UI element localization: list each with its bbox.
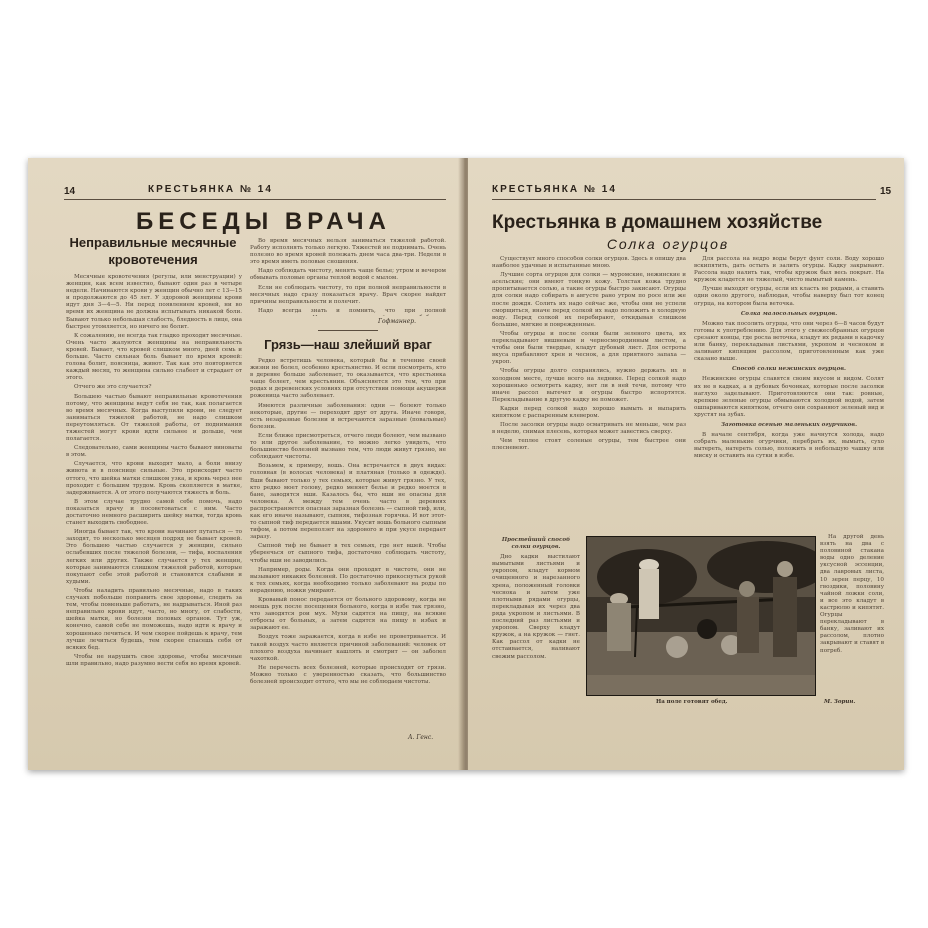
photo-illustration <box>587 537 815 695</box>
running-head-left: КРЕСТЬЯНКА № 14 <box>148 184 273 195</box>
paragraph: Надо соблюдать чистоту, менять чаще белье; утром и вечером обмывать половые органы теплой водой с мылом. <box>250 268 446 282</box>
section-subtitle: Солка огурцов <box>606 236 730 252</box>
paragraph: Месячные кровотечения (регулы, или менструации) у женщин, как всем известно, бывают один раз в четыре недели. Начинаются крови у женщин обычно лет с 13—15 и продолжаются до 45 лет. У здоровой женщины крови идут дня 3—4—5. Ни перед появлением кровей, ни во время их женщина не должна испытывать никакой боли. Бывают только небольшая слабость, бледность в лице, она быстрее утомляется, но ничего не болит. <box>66 274 242 330</box>
article1-subtitle: Неправильные месячные кровотечения <box>69 235 237 267</box>
article1-column-1 <box>66 274 242 744</box>
paragraph: Чем теплее стоят соленые огурцы, тем быстрее они плесневеют. <box>492 438 686 452</box>
paragraph: Воздух тоже заражается, когда в избе не проветривается. И такой воздух часто является причиной заболеваний: человек от плохого воздуха начинает кашлять и смотрит — он заболел чахоткой. <box>250 634 446 662</box>
box-heading: Способ солки нежинских огурцов. <box>731 366 846 373</box>
article2-subtitle: Грязь—наш злейший враг <box>264 337 432 352</box>
paragraph: В этом случае трудно самой себе помочь, надо показаться врачу и посоветоваться с ним. Часто достаточно немного расширить шейку матки, тогда кровь станет выходить свободнее. <box>66 498 242 527</box>
header-rule-left <box>64 199 446 200</box>
paragraph: Отчего же это случается? <box>74 384 152 391</box>
header-rule-right <box>492 199 876 200</box>
right-column-1 <box>492 256 686 530</box>
paragraph: После засолки огурцы надо осматривать не меньше, чем раз в неделю, снимая плесень, которая может завестись сверху. <box>492 422 686 436</box>
right-column-2 <box>694 256 884 530</box>
paragraph: В начале сентября, когда уже начнутся холода, надо собрать маленькие огурчики, перебрать их, вымыть, сухо вытереть, натереть солью, положить в небольшую чашку или миску и оставить на сутки в избе. <box>694 432 884 460</box>
left-page <box>28 158 464 770</box>
paragraph: Чтобы наладить правильно месячные, надо в таких случаях побольше поправить свое здоровье, следить за тем, чтобы поменьше работать, не надрываться. Иной раз неправильно крови идут, часто, но многу, от слабости, шейка матки, но болезни половых органов. Тут уж, конечно, самой себе не поможешь, надо идти к врачу и хорошенько лечиться. И чем скорее пойдешь к врачу, тем лучше лечиться будешь, тем скорее спасешь себя от всяких бед. <box>66 587 242 651</box>
paragraph: Дно кадки выстилают вымытыми листьями и укропом, кладут кормом очищенного и нарезанного хрена, положенный головки чеснока и затем уже плотными рядами огурцы, перекладывая их через два ряда укропом и листьями. В последний раз листьями и укропом. Сверху кладут кружок, а на кружок — гнет. Как рассол от кадки не отстаивается, наливают свежим рассолом. <box>492 554 580 660</box>
paragraph: Существует много способов солки огурцов. Здесь я опишу два наиболее удачные и испытанные мною. <box>492 256 686 270</box>
photo-credit: М. Зорин. <box>824 699 856 705</box>
page-number-left: 14 <box>64 186 76 197</box>
paragraph: Чтобы огурцы долго сохранялись, нужно держать их в холодном месте, лучше всего на леднике. Перед солкой надо хорошенько осмотреть кадку, нет ли в ней течи, потому что иначе рассол вытечет и огурцы быстро испортятся. Перекладывание в другую кадку не поможет. <box>492 368 686 403</box>
paragraph: Во время месячных нельзя заниматься тяжелой работой. Работу исполнять только легкую. Тяжестей не поднимать. Очень полезно во время кровей полежать днем часа два-три. Недели в это время иметь половые сношения. <box>250 238 446 266</box>
paragraph: Следовательно, сами женщины часто бывают виноваты в этом. <box>66 445 242 459</box>
paragraph: Чтобы не нарушить свое здоровье, чтобы месячные шли правильно, надо разумно вести себя во время кровей. <box>66 653 242 667</box>
paragraph: Если ближе присмотреться, отчего люди болеют, чем вызвано то или другое заболевание, то можно легко увидеть, что большинство болезней вызвано тем, что люди живут грязно, не соблюдают чистоты. <box>250 432 446 461</box>
paragraph: Большею частью бывают неправильные кровотечения потому, что женщины ведут себя не так, как полагается во время месячных. Когда выступили крови, не следует заниматься тяжелой работой, не надо слишком переутомляться. От тяжелой работы, от поднимания тяжестей могут крови идти сильнее и дольше, чем полагается. <box>66 393 242 443</box>
paragraph: Возьмем, к примеру, вошь. Она встречается в двух видах: головная (в волосах человека) и платяная (только в одежде). Вши бывают только у тех семьях, которые живут грязно. У тех, кто редко моет голову, редко меняет белье и редко моется в бане, заводятся вши. Казалось бы, что вши не опасны для человека. А между тем очень часто в деревнях распространяется опасная заразная болезнь — сыпной тиф, или, как его иначе называют, сыпняк, тифозная горячка. И вот этот-то сыпной тиф передается вшами. Укусит вошь больного сыпным тифом, а потом переползет на здорового и при укусе передает заразу. <box>250 463 446 541</box>
paragraph: Лучше выходят огурцы, если их класть не рядами, а ставить одни около другого, наблюдая, чтобы наверху был тот конец огурца, на котором была веточка. <box>694 286 884 307</box>
paragraph: Случается, что крови выходят мало, а боли внизу живота и в пояснице сильные. Это происходит часто оттого, что шейка матки слишком узка, и кровь через нее проходит с большим трудом. Кровь скопляется в матке, задерживается. А от этого получаются тяжесть и боль. <box>66 461 242 496</box>
paragraph: Например, роды. Когда они проходят в чистоте, они не вызывают никаких болезней. По достаточно прикоснуться рукой к тех семьях, когда необходимо только заболевают на роды по нерадению, ножки умирают. <box>250 566 446 594</box>
paragraph: Иногда бывает так, что крови начинают путаться — то заходят, то несколько месяцев подряд не бывает кровей. Это большею частью случается у женщин, сильно ослабевших после тяжелой болезни, — тифа, воспаления легких или других. Также случается у тех женщин, которые занимаются слишком тяжелой работой, которые покупают себе этой работой и становятся слабыми и худыми. <box>66 529 242 585</box>
right-column-2-tail <box>820 534 884 704</box>
paragraph: Для рассола на ведро воды берут фунт соли. Воду хорошо вскипятить, дать остыть и залить огурцы. Кадку закрывают. Рассола надо налить так, чтобы кружок был весь покрыт. На кружок кладется не тяжелый, чисто вымытый камень. <box>694 256 884 284</box>
article2-signature: А. Генс. <box>408 734 434 741</box>
paragraph: Не перечесть всех болезней, которые происходят от грязи. Можно только с уверенностью сказать, что большинство болезней происходит оттого, что мы не соблюдаем чистоты. <box>250 664 446 686</box>
paragraph: Лучшие сорта огурцов для солки — муромские, нежинские и асельские; они имеют тонкую кожу. Толстая кожа трудно пропитывается солью, а такие огурцы быстро закисают. Огурцы для солки надо собирать в августе рано утром по росе или же после дождя. Солить их надо сейчас же, чтобы они не успели сморщиться, иначе перед солкой их надо положить в холодную воду. Перед солкой их перебирают, откидывая слишком большие, мягкие и поврежденные. <box>492 272 686 328</box>
paragraph: Нежинские огурцы славятся своим вкусом и видом. Солят их не в кадках, а в дубовых бочонках, которые после засолки наглухо заделывают. Приготовляются они так: ровные, крепкие зеленые огурцы обмываются холодной водой, затем ошпариваются кипятком, отчего они сохраняют зеленый вид и хрустят на зубах. <box>694 376 884 418</box>
paragraph: Кровавый понос передается от больного здоровому, когда не моешь рук после посещения больного, когда в избе так грязно, что заводятся рои мух. Мухи садятся на пищу, на всякие отбросы от больных, а затем садятся на пищу в избах и заражают ее. <box>250 597 446 632</box>
paragraph: Если не соблюдать чистоту, то при полной неправильности в месячных надо сразу показаться врачу. Врач скорее найдет причины неправильности и полечит. <box>250 284 446 305</box>
paragraph: На другой день взять на два с половиной стакана воды одно деление уксусной эссенции, два лавровых листа, 10 зерен перцу, 10 гвоздики, половину чайной ложки соли, и все это кладут в кастрюлю и кипятят. Огурцы перекладывают в банку, заливают их рассолом, плотно закрывают и ставят в погреб. <box>820 534 884 654</box>
photo-caption: На поле готовят обед. <box>656 699 728 705</box>
page-title-right: Крестьянка в домашнем хозяйстве <box>492 212 823 233</box>
simple-pickling-box <box>492 534 580 704</box>
box-heading: Солка малосольных огурцов. <box>740 310 838 317</box>
article-divider <box>318 330 378 331</box>
paragraph: Чтобы огурцы и после солки были зеленого цвета, их перекладывают вишневым и черносмородинным листом, а чтобы они были твердые, кладут дубовый лист. Для остроты вкуса прибавляют хрен и чеснок, а для приятного запаха — укроп. <box>492 330 686 366</box>
article1-signature: Гофманнер. <box>378 318 417 325</box>
page-number-right: 15 <box>880 186 892 197</box>
article2-column <box>250 358 446 728</box>
paragraph: Сыпной тиф не бывает в тех семьях, где нет вшей. Чтобы убереечься от сыпного тифа, достаточно соблюдать чистоту, чтобы вши не заводились. <box>250 543 446 564</box>
box-heading: Простейший способ солки огурцов. <box>501 537 571 551</box>
box-heading: Заготовка осенью маленьких огурчиков. <box>720 421 858 428</box>
paragraph: Редко встретишь человека, который бы в течение своей жизни не болел, особенно крестьянство. И если посмотреть, кто в деревне больше заболевает, то оказывается, что крестьянка чаще болеет, чем крестьянин. Объясняется это тем, что при родах и деревенских условиях при отсутствии помощи акушерки роженица часто заболевает. <box>250 358 446 400</box>
magazine-spread <box>28 158 904 770</box>
right-page <box>468 158 904 770</box>
article1-column-2 <box>250 238 446 316</box>
paragraph: Надо всегда знать и помнить, что при полной <box>258 307 446 314</box>
paragraph: К сожалению, не всегда так гладко проходит месячные. Очень часто жалуются женщины на неправильность кровей. Бывает, что кровей слишком много, дней семь и больше. Часто сильная боль бывает по время кровей: голова болит, поясница, живот. Так как это повторяется каждый месяц, то женщина сильно слабеет и страдает от этого. <box>66 332 242 382</box>
field-cooking-photo <box>586 536 816 696</box>
paragraph: Имеются различные заболевания: одни — болеют только некоторые, другие — переходят друг от друга. Иначе говоря, есть незаразные болезни и встречаются заразные (повальные) болезни. <box>250 402 446 430</box>
running-head-right: КРЕСТЬЯНКА № 14 <box>492 184 617 195</box>
page-title-left: БЕСЕДЫ ВРАЧА <box>136 208 391 235</box>
paragraph: Можно так посолить огурцы, что они через 6—8 часов будут готовы к употреблению. Для этого у свежесобранных огурцов срезают концы, где росла веточка, кладут их рядами в кадочку или банку, перекладывая листьями, укропом и чесноком и заливают кипящим рассолом, приготовленным как уже сказано выше. <box>694 320 884 363</box>
paragraph: Кадки перед солкой надо хорошо вымыть и выпарить кипятком с распаренным клевером. <box>492 405 686 419</box>
